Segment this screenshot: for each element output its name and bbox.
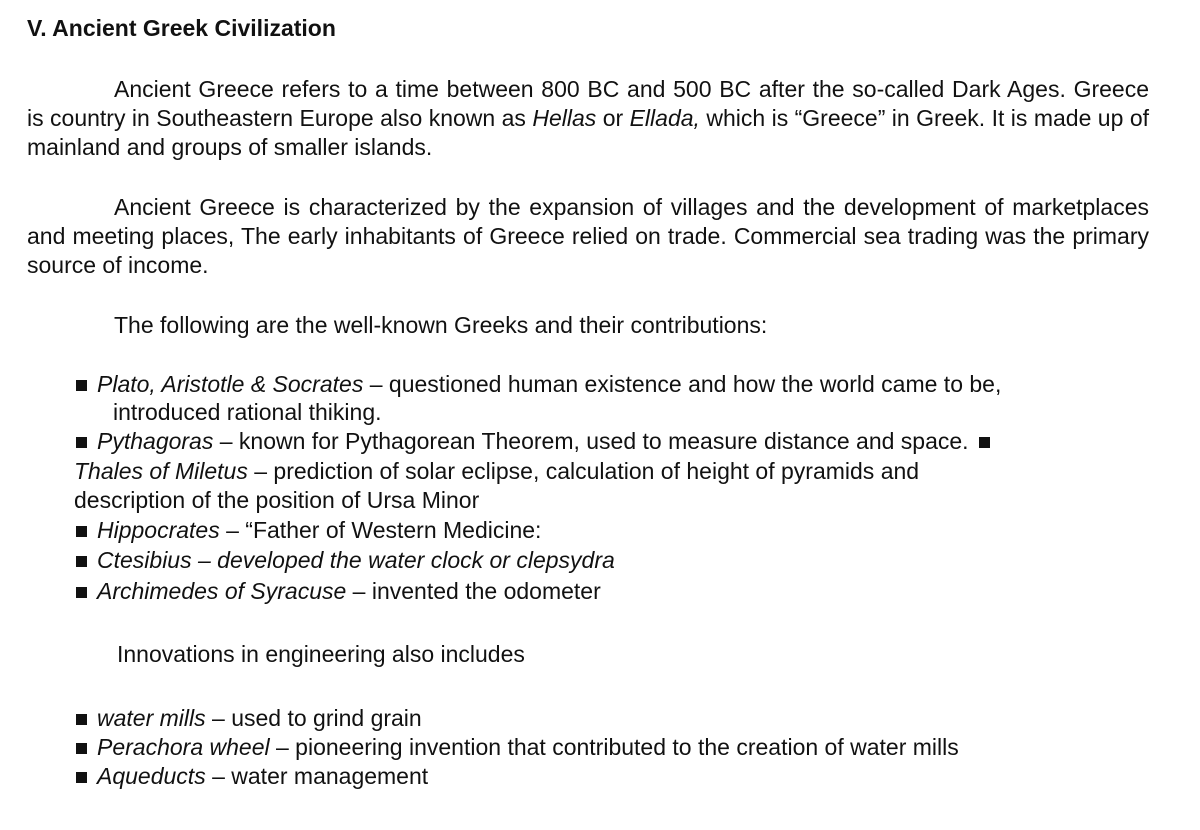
- item-description: – developed the water clock or clepsydra: [191, 547, 615, 573]
- list-item-thales-continued: description of the position of Ursa Minor: [74, 487, 480, 513]
- intro-paragraph-1: [27, 75, 1149, 162]
- greeks-lead-text: The following are the well-known Greeks and their contributions:: [114, 312, 768, 338]
- bullet-icon: [76, 526, 87, 537]
- list-item-aqueducts: [76, 762, 428, 791]
- item-name: Plato, Aristotle & Socrates: [97, 371, 364, 397]
- item-description: – known for Pythagorean Theorem, used to measure distance and space.: [213, 428, 969, 454]
- bullet-icon: [76, 380, 87, 391]
- item-description: – “Father of Western Medicine:: [219, 517, 542, 543]
- item-description: – pioneering invention that contributed to the creation of water mills: [269, 734, 959, 760]
- section-title: V. Ancient Greek Civilization: [27, 15, 336, 41]
- intro-paragraph-1-text-b: or: [596, 105, 630, 131]
- item-name: Archimedes of Syracuse: [97, 578, 347, 604]
- item-name: Thales of Miletus: [74, 458, 248, 484]
- bullet-icon: [76, 743, 87, 754]
- item-description: – water management: [205, 763, 429, 789]
- term-hellas: Hellas: [532, 105, 597, 131]
- bullet-icon: [979, 437, 990, 448]
- list-item-thales: [74, 457, 919, 486]
- list-item-water-mills: [76, 704, 422, 733]
- bullet-icon: [76, 714, 87, 725]
- intro-paragraph-1-text-a: Ancient Greece refers to a time between 800 BC and 500 BC after the so-called Dark Ages. Greece is country in Southeastern Europe also known as: [27, 76, 1149, 131]
- list-item-plato: [76, 370, 1001, 399]
- item-name: Aqueducts: [97, 763, 206, 789]
- item-description: – prediction of solar eclipse, calculation of height of pyramids and: [247, 458, 920, 484]
- list-item-plato-continued: introduced rational thiking.: [113, 399, 382, 425]
- bullet-icon: [76, 587, 87, 598]
- list-item-archimedes: [76, 577, 601, 606]
- intro-paragraph-1-text-c: which is “Greece” in Greek. It is made up of mainland and groups of smaller islands.: [27, 105, 1150, 160]
- item-name: Pythagoras: [97, 428, 214, 454]
- list-item-hippocrates: [76, 516, 541, 545]
- engineering-lead-text: Innovations in engineering also includes: [117, 641, 525, 667]
- item-name: water mills: [97, 705, 206, 731]
- bullet-icon: [76, 437, 87, 448]
- item-name: Perachora wheel: [97, 734, 270, 760]
- bullet-icon: [76, 556, 87, 567]
- item-description: – questioned human existence and how the world came to be,: [363, 371, 1002, 397]
- item-name: Hippocrates: [97, 517, 220, 543]
- item-description: – invented the odometer: [346, 578, 601, 604]
- list-item-pythagoras: [76, 427, 990, 456]
- item-description: – used to grind grain: [205, 705, 422, 731]
- term-ellada: Ellada,: [629, 105, 700, 131]
- item-name: Ctesibius: [97, 547, 192, 573]
- list-item-ctesibius: [76, 546, 615, 575]
- intro-paragraph-2: Ancient Greece is characterized by the expansion of villages and the development of marketplaces and meeting places, The early inhabitants of Greece relied on trade. Commercial sea trading was the primary source of income.: [27, 194, 1149, 278]
- list-item-perachora-wheel: [76, 733, 959, 762]
- bullet-icon: [76, 772, 87, 783]
